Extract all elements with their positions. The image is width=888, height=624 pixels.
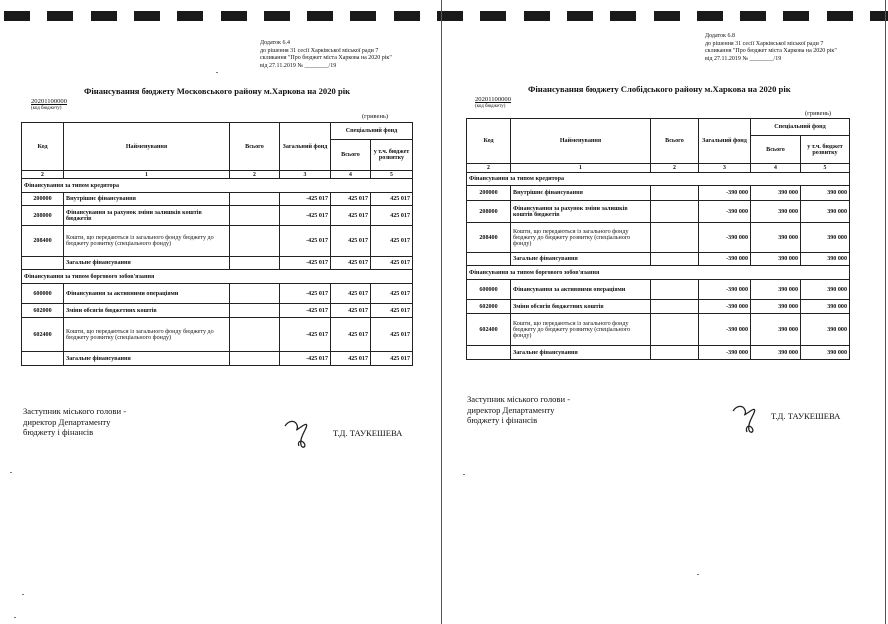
row-code: 602400 bbox=[22, 318, 64, 352]
row-code: 602400 bbox=[467, 314, 511, 346]
row-total bbox=[230, 206, 280, 226]
row-general: -390 000 bbox=[699, 201, 751, 223]
row-general: -425 017 bbox=[280, 226, 331, 257]
row-special: 425 017 bbox=[331, 352, 371, 366]
index-cell: 5 bbox=[371, 171, 413, 179]
table-row bbox=[22, 257, 413, 270]
budget-code: 20201100000 bbox=[31, 98, 68, 105]
row-dev: 390 000 bbox=[801, 253, 850, 266]
row-dev: 425 017 bbox=[371, 226, 413, 257]
header-code: Код bbox=[22, 123, 64, 171]
currency-label: (гривень) bbox=[362, 113, 389, 120]
row-code bbox=[467, 253, 511, 266]
table-row bbox=[467, 280, 850, 300]
row-special: 390 000 bbox=[751, 314, 801, 346]
row-total bbox=[230, 284, 280, 304]
signer-line: Заступник міського голови - bbox=[23, 406, 127, 416]
row-special: 390 000 bbox=[751, 201, 801, 223]
row-name: Кошти, що передаються із загального фонду бюджету до бюджету розвитку (спеціального фонду) bbox=[64, 318, 230, 352]
table-row bbox=[22, 284, 413, 304]
row-dev: 425 017 bbox=[371, 318, 413, 352]
row-name: Кошти, що передаються із загального фонду бюджету до бюджету розвитку (спеціального фонду) bbox=[511, 314, 651, 346]
row-total bbox=[651, 346, 699, 360]
table-row bbox=[22, 206, 413, 226]
row-total bbox=[651, 314, 699, 346]
budget-code-block bbox=[475, 96, 511, 110]
row-general: -425 017 bbox=[280, 352, 331, 366]
table-row bbox=[22, 352, 413, 366]
scan-edge bbox=[885, 0, 886, 624]
header-special-fund: Спеціальний фонд bbox=[751, 119, 850, 136]
row-total bbox=[230, 352, 280, 366]
row-total bbox=[651, 201, 699, 223]
currency-label: (гривень) bbox=[805, 110, 832, 117]
budget-code-note: (код бюджету) bbox=[31, 106, 62, 111]
row-general: -425 017 bbox=[280, 193, 331, 206]
row-code: 602000 bbox=[467, 300, 511, 314]
row-general: -425 017 bbox=[280, 304, 331, 318]
financing-table bbox=[466, 118, 850, 360]
row-dev: 390 000 bbox=[801, 186, 850, 201]
scan-speck bbox=[697, 574, 699, 575]
scan-speck bbox=[463, 474, 465, 475]
page-title: Фінансування бюджету Слобідського району м.Харкова на 2020 рік bbox=[528, 84, 791, 94]
row-general: -390 000 bbox=[699, 300, 751, 314]
table-row bbox=[467, 300, 850, 314]
row-name: Внутрішнє фінансування bbox=[511, 186, 651, 201]
row-special: 390 000 bbox=[751, 186, 801, 201]
row-special: 425 017 bbox=[331, 284, 371, 304]
row-code bbox=[22, 352, 64, 366]
header-development-budget: у т.ч. бюджет розвитку bbox=[801, 136, 850, 164]
index-cell: 2 bbox=[467, 164, 511, 173]
table-row bbox=[22, 318, 413, 352]
header-special-fund: Спеціальний фонд bbox=[331, 123, 413, 140]
header-special-total: Всього bbox=[751, 136, 801, 164]
table-row bbox=[22, 193, 413, 206]
section-heading: Фінансування за типом кредитора bbox=[22, 179, 413, 193]
annex-number: Додаток 6.4 bbox=[260, 40, 290, 46]
row-dev: 390 000 bbox=[801, 314, 850, 346]
row-special: 390 000 bbox=[751, 253, 801, 266]
row-code: 200000 bbox=[22, 193, 64, 206]
table-row bbox=[467, 223, 850, 253]
table-row bbox=[467, 314, 850, 346]
header-general-fund: Загальний фонд bbox=[280, 123, 331, 171]
signer-name: Т.Д. ТАУКЕШЕВА bbox=[333, 428, 403, 438]
row-code: 600000 bbox=[22, 284, 64, 304]
signer-position bbox=[23, 406, 126, 438]
scan-speck bbox=[22, 594, 24, 595]
row-code bbox=[22, 257, 64, 270]
section-heading: Фінансування за типом кредитора bbox=[467, 173, 850, 186]
table-row bbox=[467, 201, 850, 223]
header-total: Всього bbox=[230, 123, 280, 171]
signer-line: Заступник міського голови - bbox=[467, 394, 571, 404]
section-heading: Фінансування за типом боргового зобов'язання bbox=[467, 266, 850, 280]
index-cell: 2 bbox=[230, 171, 280, 179]
annex-decision: до рішення 31 сесії Харківської міської ради 7 bbox=[260, 47, 379, 54]
row-code bbox=[467, 346, 511, 360]
signer-name: Т.Д. ТАУКЕШЕВА bbox=[771, 411, 841, 421]
row-name: Кошти, що передаються із загального фонду бюджету до бюджету розвитку (спеціального фонду) bbox=[64, 226, 230, 257]
row-code: 208400 bbox=[467, 223, 511, 253]
row-total bbox=[230, 193, 280, 206]
row-name: Загальне фінансування bbox=[511, 253, 651, 266]
header-special-total: Всього bbox=[331, 140, 371, 171]
row-general: -390 000 bbox=[699, 346, 751, 360]
scan-speck bbox=[216, 72, 218, 73]
row-dev: 425 017 bbox=[371, 284, 413, 304]
row-special: 425 017 bbox=[331, 257, 371, 270]
row-special: 425 017 bbox=[331, 226, 371, 257]
row-total bbox=[651, 253, 699, 266]
header-general-fund: Загальний фонд bbox=[699, 119, 751, 164]
header-name: Найменування bbox=[511, 119, 651, 164]
row-code: 602000 bbox=[22, 304, 64, 318]
row-general: -390 000 bbox=[699, 253, 751, 266]
row-dev: 390 000 bbox=[801, 201, 850, 223]
row-special: 425 017 bbox=[331, 318, 371, 352]
row-general: -425 017 bbox=[280, 284, 331, 304]
row-total bbox=[230, 257, 280, 270]
financing-table bbox=[21, 122, 413, 366]
row-name: Загальне фінансування bbox=[64, 257, 230, 270]
row-general: -425 017 bbox=[280, 318, 331, 352]
budget-code-block bbox=[31, 98, 67, 112]
annex-block bbox=[260, 40, 435, 70]
right-page bbox=[441, 0, 885, 624]
index-cell: 1 bbox=[64, 171, 230, 179]
left-page bbox=[0, 0, 441, 624]
index-cell: 2 bbox=[651, 164, 699, 173]
row-general: -390 000 bbox=[699, 280, 751, 300]
row-name: Зміни обсягів бюджетних коштів bbox=[64, 304, 230, 318]
row-dev: 425 017 bbox=[371, 206, 413, 226]
index-cell: 3 bbox=[280, 171, 331, 179]
table-row bbox=[467, 186, 850, 201]
section-heading: Фінансування за типом боргового зобов'язання bbox=[22, 270, 413, 284]
scan-speck bbox=[14, 617, 16, 618]
annex-block bbox=[705, 33, 880, 63]
row-name: Фінансування за рахунок зміни залишків коштів бюджетів bbox=[511, 201, 651, 223]
header-name: Найменування bbox=[64, 123, 230, 171]
row-special: 390 000 bbox=[751, 346, 801, 360]
row-name: Загальне фінансування bbox=[511, 346, 651, 360]
row-special: 425 017 bbox=[331, 304, 371, 318]
row-dev: 390 000 bbox=[801, 280, 850, 300]
header-total: Всього bbox=[651, 119, 699, 164]
row-code: 208000 bbox=[22, 206, 64, 226]
row-total bbox=[230, 226, 280, 257]
row-code: 208400 bbox=[22, 226, 64, 257]
signature-image bbox=[731, 402, 765, 436]
row-special: 390 000 bbox=[751, 300, 801, 314]
row-name: Внутрішнє фінансування bbox=[64, 193, 230, 206]
row-general: -390 000 bbox=[699, 223, 751, 253]
row-special: 390 000 bbox=[751, 280, 801, 300]
table-row bbox=[22, 226, 413, 257]
row-special: 425 017 bbox=[331, 193, 371, 206]
row-name: Фінансування за активними операціями bbox=[511, 280, 651, 300]
index-cell: 5 bbox=[801, 164, 850, 173]
signer-line: директор Департаменту bbox=[467, 404, 555, 415]
row-name: Фінансування за рахунок зміни залишків коштів бюджетів bbox=[64, 206, 230, 226]
row-total bbox=[651, 223, 699, 253]
index-cell: 4 bbox=[751, 164, 801, 173]
row-general: -390 000 bbox=[699, 186, 751, 201]
annex-date: від 27.11.2019 № ________/19 bbox=[705, 55, 782, 62]
row-total bbox=[651, 300, 699, 314]
table-row bbox=[467, 253, 850, 266]
row-general: -425 017 bbox=[280, 206, 331, 226]
row-total bbox=[230, 318, 280, 352]
table-row bbox=[22, 304, 413, 318]
header-development-budget: у т.ч. бюджет розвитку bbox=[371, 140, 413, 171]
row-dev: 425 017 bbox=[371, 352, 413, 366]
row-code: 600000 bbox=[467, 280, 511, 300]
row-name: Кошти, що передаються із загального фонду бюджету до бюджету розвитку (спеціального фонду) bbox=[511, 223, 651, 253]
row-general: -390 000 bbox=[699, 314, 751, 346]
row-dev: 425 017 bbox=[371, 304, 413, 318]
index-cell: 1 bbox=[511, 164, 651, 173]
signer-line: директор Департаменту bbox=[23, 416, 111, 427]
signer-line: бюджету і фінансів bbox=[467, 415, 538, 425]
annex-date: від 27.11.2019 № ________/19 bbox=[260, 62, 337, 69]
table-row bbox=[467, 346, 850, 360]
page-title: Фінансування бюджету Московського району м.Харкова на 2020 рік bbox=[84, 86, 351, 96]
index-cell: 3 bbox=[699, 164, 751, 173]
scan-speck bbox=[10, 472, 12, 473]
row-general: -425 017 bbox=[280, 257, 331, 270]
budget-code-note: (код бюджету) bbox=[475, 104, 506, 109]
row-dev: 425 017 bbox=[371, 257, 413, 270]
row-dev: 390 000 bbox=[801, 346, 850, 360]
index-cell: 4 bbox=[331, 171, 371, 179]
row-name: Зміни обсягів бюджетних коштів bbox=[511, 300, 651, 314]
row-name: Фінансування за активними операціями bbox=[64, 284, 230, 304]
signer-position bbox=[467, 394, 570, 426]
row-special: 425 017 bbox=[331, 206, 371, 226]
row-total bbox=[651, 280, 699, 300]
row-code: 208000 bbox=[467, 201, 511, 223]
row-special: 390 000 bbox=[751, 223, 801, 253]
row-dev: 390 000 bbox=[801, 223, 850, 253]
row-code: 200000 bbox=[467, 186, 511, 201]
annex-convocation: скликання "Про бюджет міста Харкова на 2020 рік" bbox=[260, 55, 392, 61]
annex-convocation: скликання "Про бюджет міста Харкова на 2020 рік" bbox=[705, 48, 837, 54]
row-total bbox=[651, 186, 699, 201]
row-dev: 390 000 bbox=[801, 300, 850, 314]
budget-code: 20201100000 bbox=[475, 96, 512, 103]
signature-image bbox=[283, 418, 317, 450]
index-cell: 2 bbox=[22, 171, 64, 179]
signer-line: бюджету і фінансів bbox=[23, 427, 94, 437]
annex-number: Додаток 6.8 bbox=[705, 33, 735, 39]
header-code: Код bbox=[467, 119, 511, 164]
row-name: Загальне фінансування bbox=[64, 352, 230, 366]
annex-decision: до рішення 31 сесії Харківської міської ради 7 bbox=[705, 40, 824, 47]
row-dev: 425 017 bbox=[371, 193, 413, 206]
row-total bbox=[230, 304, 280, 318]
